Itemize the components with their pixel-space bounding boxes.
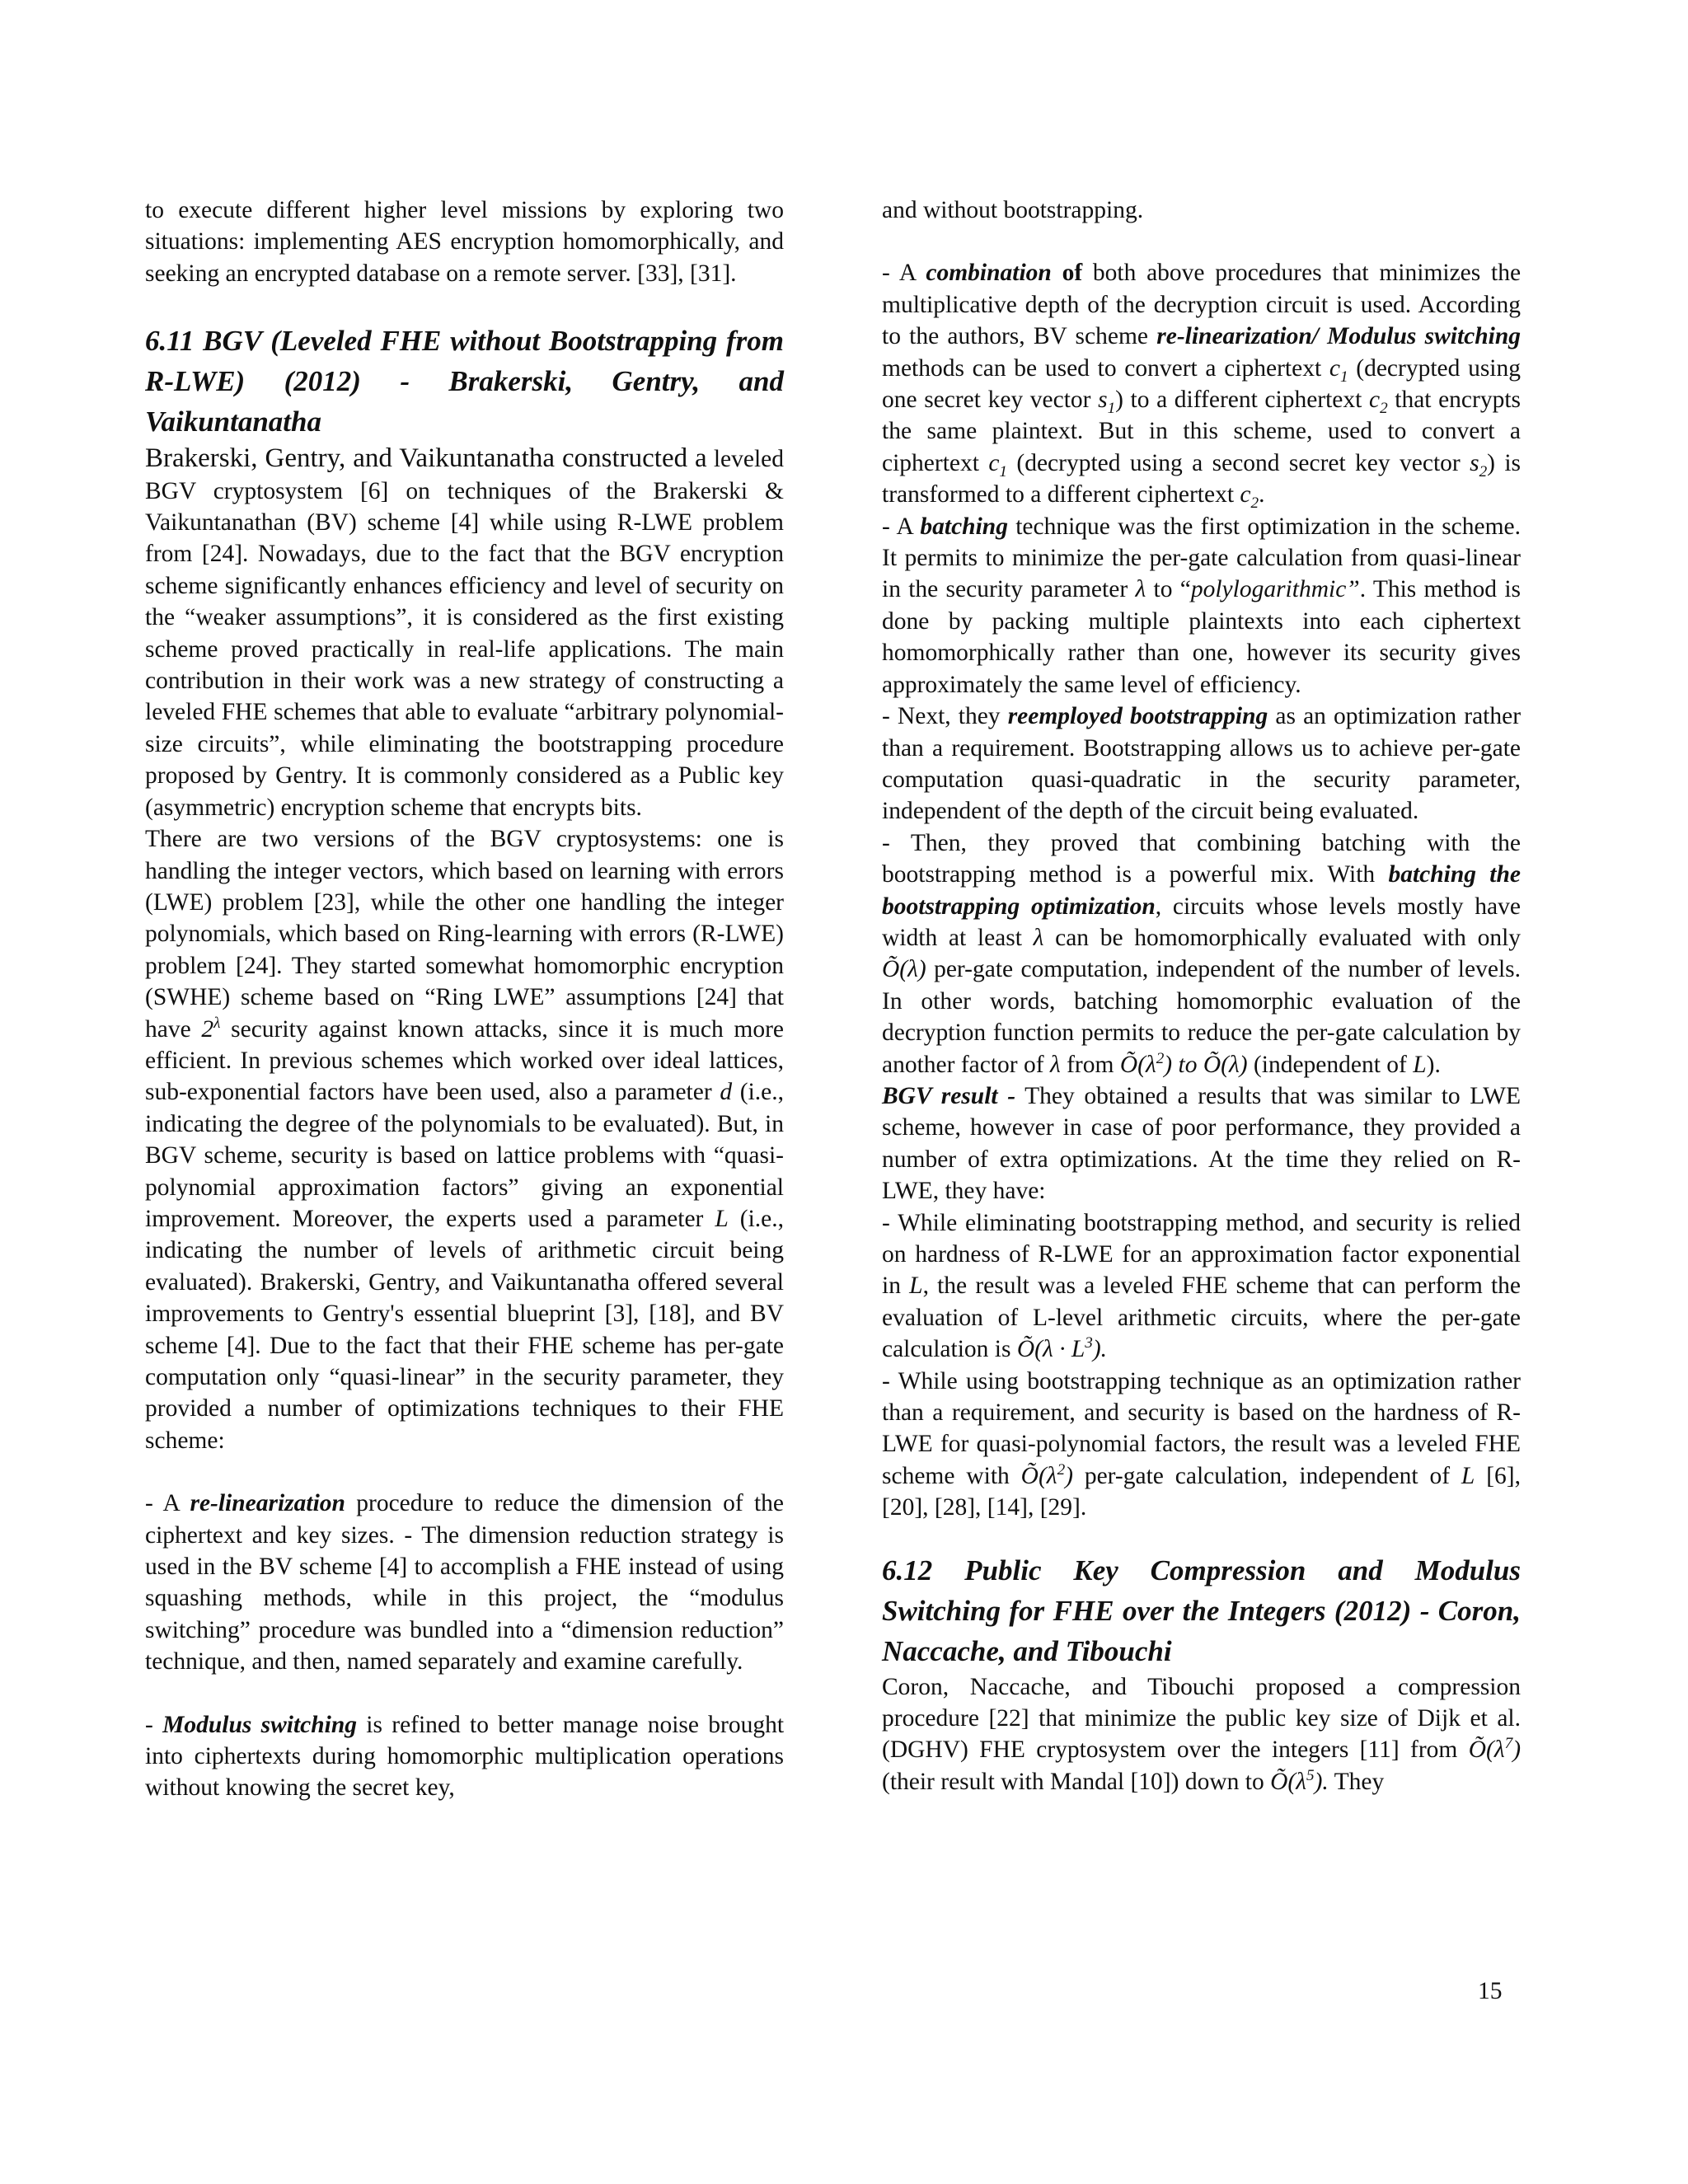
text-run: , the result was a leveled FHE scheme that can perform the evaluation of L-level arithmetic circuits, where the per-gate calculation is	[882, 1272, 1522, 1363]
math-s1	[1098, 387, 1116, 417]
section-heading-6-12: 6.12 Public Key Compression and Modulus Switching for FHE over the Integers (2012) - Coron, Naccache, and Tibouchi	[882, 1554, 1521, 1667]
math-s2	[1470, 449, 1488, 480]
math-sup: λ	[213, 1014, 221, 1032]
math-c2	[1368, 387, 1388, 417]
text-run: (i.e., indicating the degree of the polynomials to be evaluated). But, in BGV scheme, security is based on lattice problems with “quasi-polynomial approximation factors” giving an exponential improvement. Moreover, the experts used a parameter	[145, 1079, 785, 1232]
text-run: from	[1067, 1051, 1114, 1078]
text-run: is refined to better manage noise brought into ciphertexts during homomorphic multiplication operations without knowing the secret key,	[145, 1711, 785, 1802]
math-L: L	[1413, 1051, 1427, 1078]
math-sub: 1	[1107, 399, 1116, 417]
text-run: (independent of	[1253, 1051, 1407, 1078]
math-sub: 2	[1250, 494, 1259, 513]
math-sup: 5	[1306, 1767, 1315, 1785]
paragraph-combination	[882, 257, 1522, 513]
math-d: d	[720, 1079, 733, 1106]
math-O-lambda-7	[1469, 1736, 1521, 1763]
term-combination: combination	[926, 260, 1052, 287]
left-column	[145, 194, 784, 1804]
text-run: - A	[882, 513, 913, 540]
math-sup: 3	[1085, 1334, 1093, 1352]
math-sup: 2	[1156, 1049, 1165, 1067]
math-base: )	[1065, 1462, 1073, 1489]
math-O-lambda-L3	[1017, 1336, 1107, 1362]
math-sub: 1	[999, 462, 1007, 480]
term-relin-modulus: re-linearization/ Modulus switching	[1156, 323, 1522, 350]
text-run: [6], [20], [28], [14], [29].	[882, 1462, 1521, 1521]
text-run: (i.e., indicating the number of levels of arithmetic circuit being evaluated). Brakerski, Gentry, and Vaikuntanatha offered several improvements to Gentry's essential blueprint [3], [18], and BV scheme [4]. Due to the fact that their FHE scheme has per-gate computation only “quasi-linear” in the security parameter, they provided a number of optimizations techniques to their FHE scheme:	[145, 1205, 784, 1454]
paragraph-batching-bootstrapping	[882, 827, 1521, 1080]
math-base: c	[1240, 481, 1251, 509]
paragraph-compression	[882, 1671, 1521, 1798]
math-base: c	[988, 449, 1000, 476]
text-run: They	[1334, 1768, 1385, 1795]
math-base: )	[1512, 1736, 1522, 1764]
text-run: can be homomorphically evaluated with only	[1055, 924, 1522, 951]
math-c2b	[1240, 481, 1259, 513]
term-bgv-result: BGV result -	[882, 1082, 1016, 1109]
text-run: security against known attacks, since it is much more efficient. In previous schemes which worked over ideal lattices, sub-exponential factors have been used, also a parameter	[145, 1015, 785, 1106]
text-run: technique was the first optimization in the scheme. It permits to minimize the per-gate calculation from quasi-linear in the security parameter	[882, 513, 1522, 603]
paragraph-continuation: and without bootstrapping.	[882, 197, 1144, 223]
math-sub: 2	[1479, 462, 1488, 480]
math-c1b	[988, 449, 1007, 480]
text-run: as an optimization rather than a requirement. Bootstrapping allows us to achieve per-gate computation quasi-quadratic in the security parameter, independent of the depth of the circuit being evaluated.	[882, 703, 1522, 825]
paragraph-result-no-bootstrap	[882, 1207, 1521, 1366]
text-run: - A	[882, 260, 916, 287]
math-base: s	[1098, 387, 1108, 414]
paragraph-batching	[882, 511, 1521, 701]
text-run: (decrypted using a second secret key vector	[1016, 449, 1461, 476]
paragraph-bootstrapping	[882, 701, 1521, 827]
math-base: Õ(λ · L	[1016, 1336, 1085, 1363]
term-batching-bootstrapping: batching the bootstrapping optimization	[882, 861, 1521, 920]
text-run: - A	[145, 1490, 180, 1517]
math-L: L	[1461, 1462, 1475, 1489]
text-run: (their result with Mandal [10]) down to	[882, 1768, 1264, 1795]
math-lambda: λ	[1049, 1051, 1061, 1078]
text-run: that encrypts the same plaintext. But in this scheme, used to convert a ciphertext	[882, 387, 1522, 476]
paragraph-lead: Brakerski, Gentry, and Vaikuntanatha constructed a	[145, 443, 707, 474]
math-base: ) to Õ(λ)	[1164, 1051, 1248, 1078]
right-column	[882, 194, 1521, 1797]
text-run: to “	[1153, 576, 1191, 603]
paragraph-bgv-overview	[145, 442, 784, 823]
math-L: L	[909, 1272, 923, 1300]
paragraph-result-bootstrap	[882, 1366, 1521, 1524]
term-polylogarithmic: polylogarithmic”	[1190, 576, 1360, 603]
paragraph-relinearization	[145, 1488, 784, 1677]
math-O-lambda-squared	[1021, 1463, 1073, 1489]
text-run: There are two versions of the BGV cryptosystems: one is handling the integer vectors, which based on learning with errors (LWE) problem [23], while the other one handling the integer polynomials, which based on Ring-learning with errors (R-LWE) problem [24]. They started somewhat homomorphic encryption (SWHE) scheme based on “Ring LWE” assumptions [24] that have	[145, 826, 784, 1043]
math-lambda: λ	[1033, 924, 1044, 951]
text-run: -	[145, 1711, 153, 1738]
page-number: 15	[1478, 1978, 1503, 2004]
text-run: Coron, Naccache, and Tibouchi proposed a compression procedure [22] that minimize the public key size of Dijk et al. (DGHV) FHE cryptosystem over the integers [11] from	[882, 1673, 1521, 1764]
text-run: per-gate computation, independent of the number of levels. In other words, batching homomorphic evaluation of the decryption function permits to reduce the per-gate calculation by another factor of	[882, 956, 1521, 1078]
text-run: - Next, they	[882, 703, 1001, 730]
math-lambda: λ	[1135, 576, 1146, 603]
text-run: - While using bootstrapping technique as an optimization rather than a requirement, and security is based on the hardness of R-LWE for quasi-polynomial factors, the result was a leveled FHE scheme with	[882, 1367, 1521, 1489]
math-sub: 1	[1339, 368, 1348, 386]
math-security	[201, 1016, 220, 1043]
math-base: s	[1470, 449, 1479, 476]
math-sub: 2	[1380, 399, 1388, 417]
paragraph-bgv-result	[882, 1080, 1521, 1207]
math-base: Õ(λ	[1468, 1736, 1505, 1764]
math-base: Õ(λ	[1270, 1768, 1306, 1795]
text-run: procedure to reduce the dimension of the ciphertext and key sizes. - The dimension reduction strategy is used in the BV scheme [4] to accomplish a FHE instead of using squashing methods, while in this project, the “modulus switching” procedure was bundled into a “dimension reduction” technique, and then, named separately and examine carefully.	[145, 1490, 785, 1675]
math-c1	[1329, 354, 1348, 386]
paragraph-intro: to execute different higher level missions by exploring two situations: implementing AES encryption homomorphically, and seeking an encrypted database on a remote server. [33], [31].	[145, 197, 784, 287]
text-bold: of	[1062, 260, 1083, 287]
term-modulus-switching: Modulus switching	[162, 1711, 358, 1738]
text-run: (decrypted using one secret key vector	[882, 354, 1522, 414]
text-run: - Then, they proved that combining batching with the bootstrapping method is a powerful mix. With	[882, 829, 1521, 888]
text-run: both above procedures that minimizes the multiplicative depth of the decryption circuit is used. According to the authors, BV scheme	[882, 260, 1522, 350]
math-O-lambda-5	[1270, 1769, 1329, 1795]
math-base: 2	[201, 1015, 214, 1043]
math-base: ).	[1314, 1768, 1329, 1795]
text-run: per-gate calculation, independent of	[1084, 1462, 1451, 1489]
paragraph-bgv-versions	[145, 823, 784, 1456]
math-base: c	[1368, 387, 1381, 414]
math-sup: 7	[1504, 1735, 1513, 1753]
term-reemployed-bootstrapping: reemployed bootstrapping	[1007, 703, 1268, 730]
math-base: Õ(λ	[1119, 1051, 1156, 1078]
text-run: - While eliminating bootstrapping method, and security is relied on hardness of R-LWE for an approximation factor exponential in	[882, 1209, 1521, 1300]
text-run: , circuits whose levels mostly have width at least	[882, 893, 1521, 951]
math-base: Õ(λ	[1020, 1462, 1057, 1489]
math-sup: 2	[1057, 1461, 1066, 1479]
text-run: ) to a different ciphertext	[1115, 387, 1362, 414]
paragraph-modulus-switching	[145, 1709, 784, 1804]
text-run: ) is transformed to a different ciphertext	[882, 449, 1522, 509]
math-base: ).	[1092, 1336, 1108, 1363]
text-run: . This method is done by packing multiple plaintexts into each ciphertext homomorphically rather than one, however its security gives approximately the same level of efficiency.	[882, 576, 1522, 698]
term-relinearization: re-linearization	[190, 1490, 345, 1517]
text-run: methods can be used to convert a ciphertext	[882, 354, 1322, 382]
section-heading-6-11: 6.11 BGV (Leveled FHE without Bootstrapping from R-LWE) (2012) - Brakerski, Gentry, and Vaikuntanatha	[145, 325, 784, 438]
text-run: They obtained a results that was similar to LWE scheme, however in case of poor performance, they provided a number of extra optimizations. At the time they relied on R-LWE, they have:	[882, 1082, 1521, 1205]
math-O-lambda: Õ(λ)	[882, 956, 926, 983]
term-batching: batching	[920, 513, 1008, 540]
math-L: L	[715, 1205, 729, 1232]
text-run: ).	[1426, 1051, 1441, 1078]
text-run: .	[1259, 481, 1265, 509]
math-O-lambda-squared	[1119, 1049, 1248, 1078]
paragraph-text: leveled BGV cryptosystem [6] on techniques of the Brakerski & Vaikuntanathan (BV) scheme [4] while using R-LWE problem from [24]. Nowadays, due to the fact that the BGV encryption scheme significantly enhances efficiency and level of security on the “weaker assumptions”, it is considered as the first existing scheme proved practically in real-life applications. The main contribution in their work was a new strategy of constructing a leveled FHE schemes that able to evaluate “arbitrary polynomial-size circuits”, while eliminating the bootstrapping procedure proposed by Gentry. It is commonly considered as a Public key (asymmetric) encryption scheme that encrypts bits.	[145, 446, 784, 821]
math-base: c	[1329, 354, 1340, 382]
